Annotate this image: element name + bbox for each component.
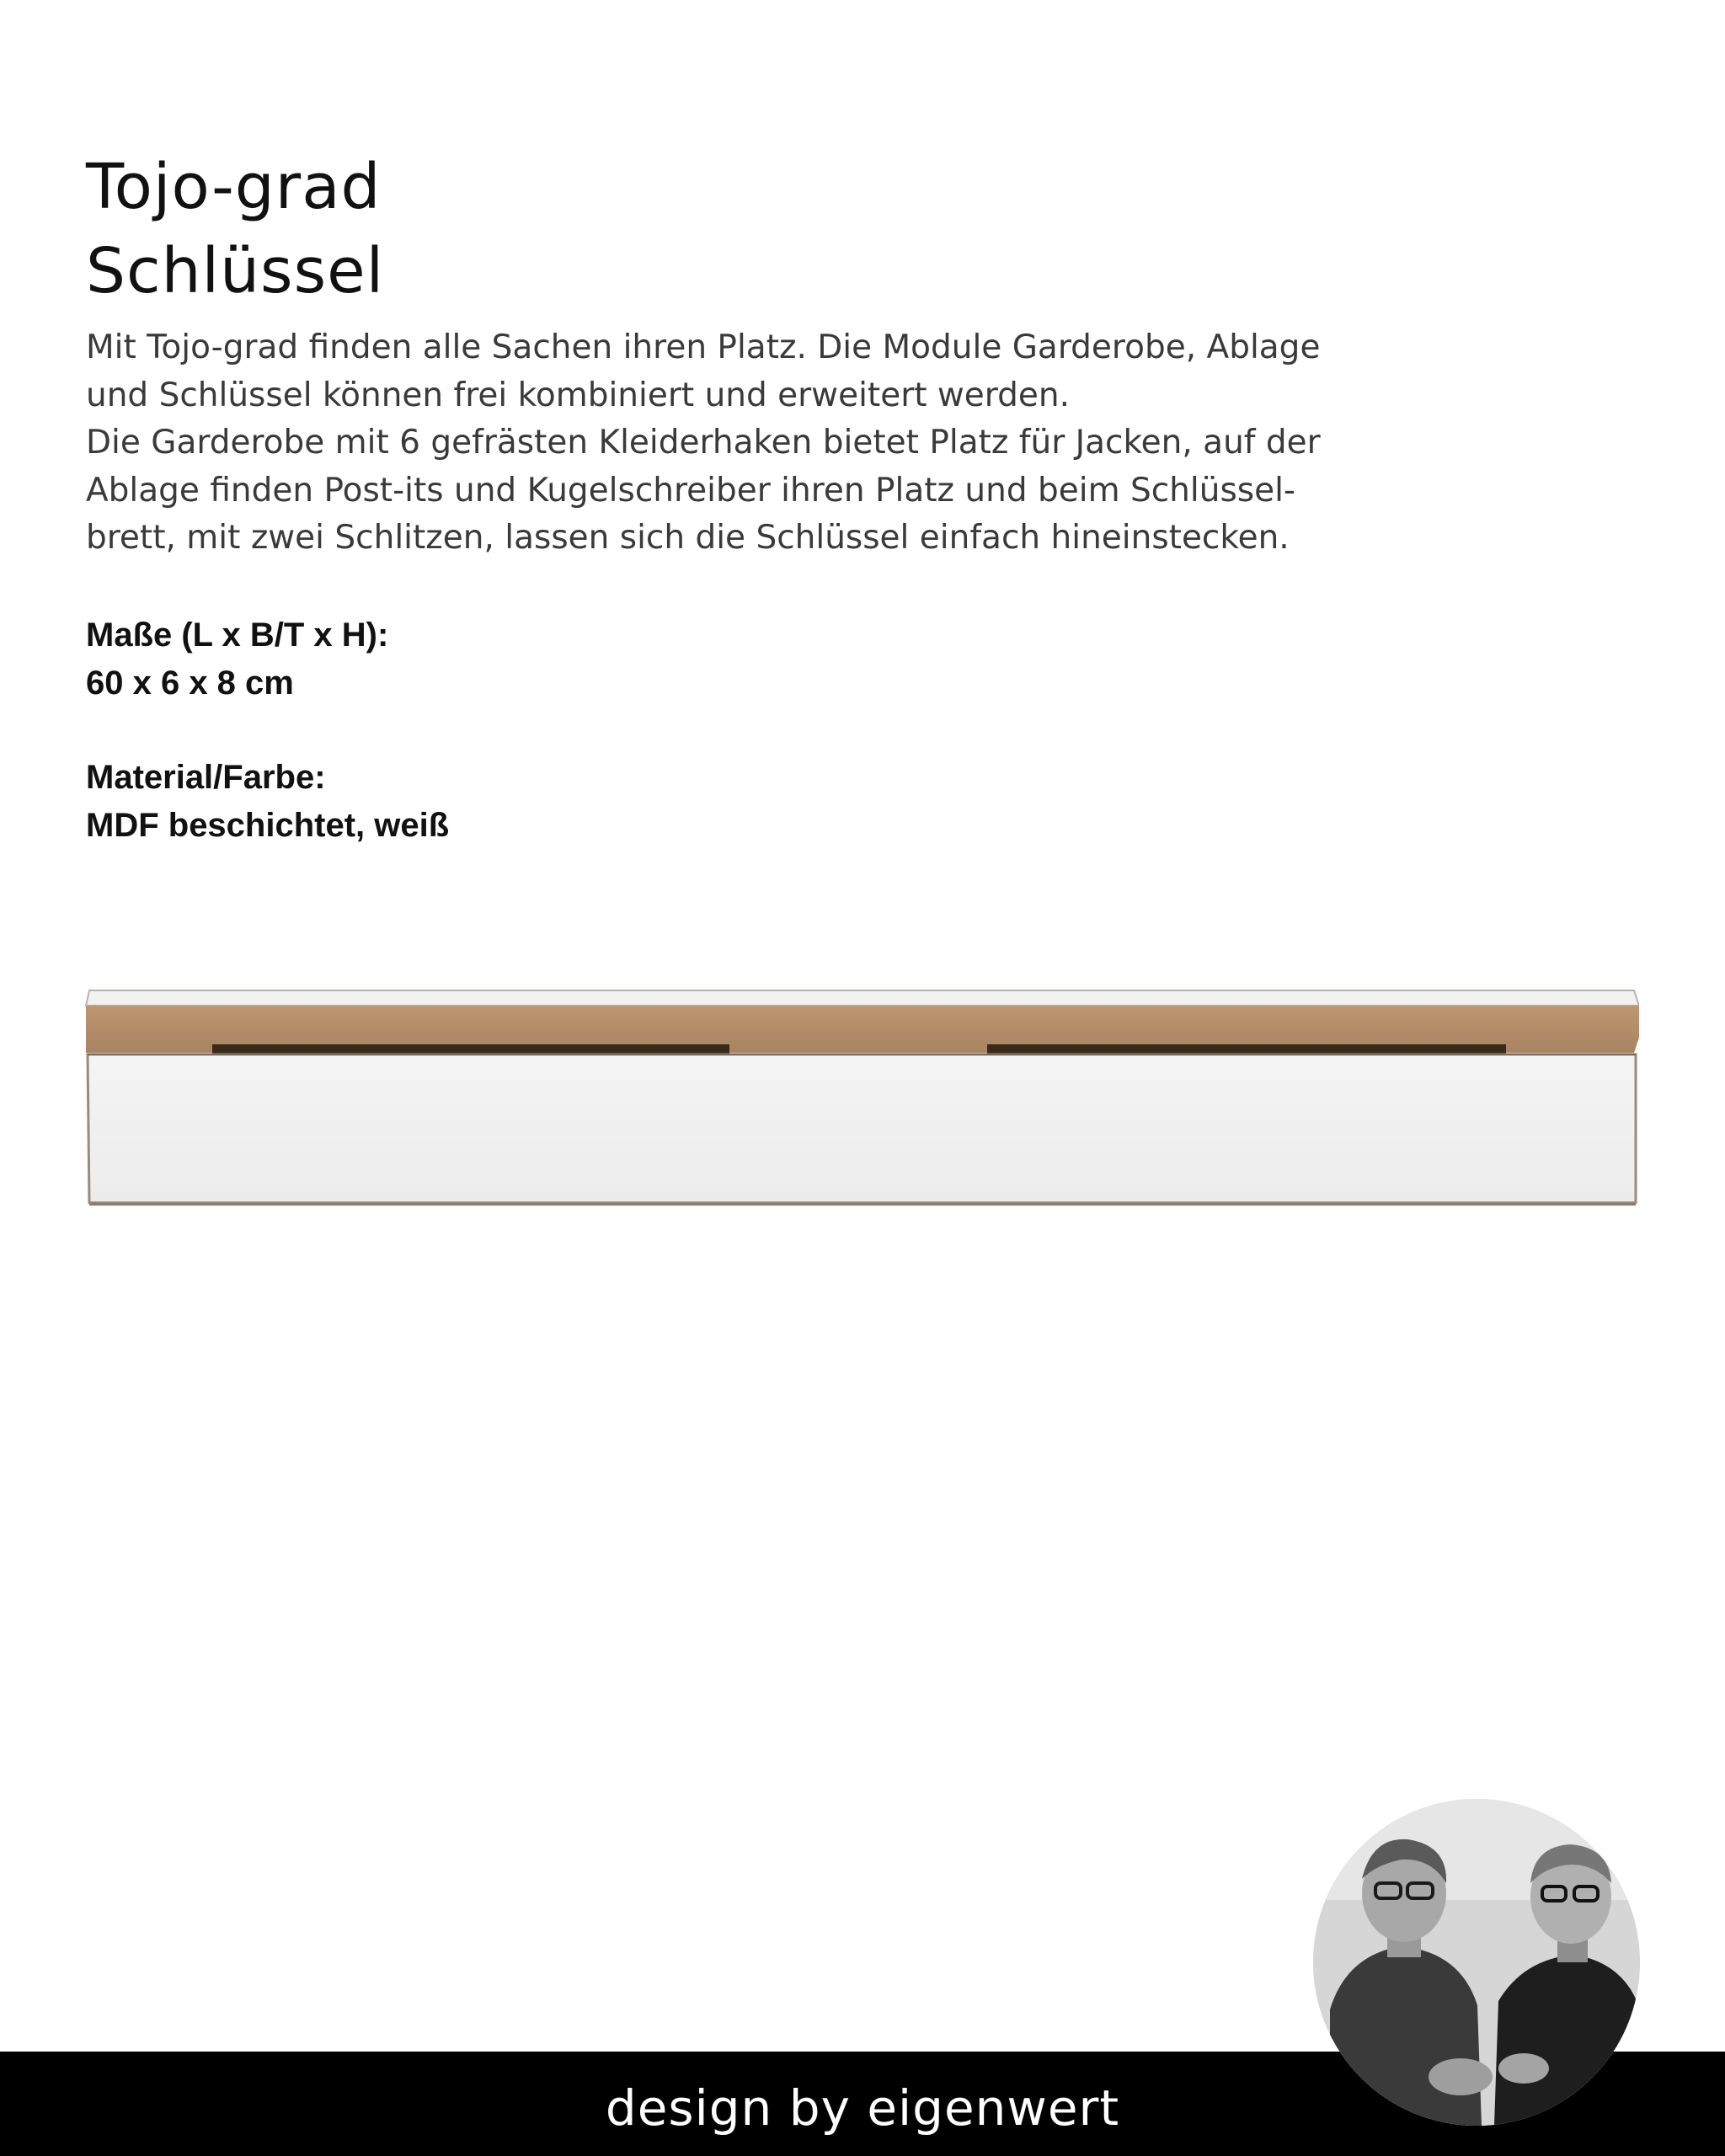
key-slot — [987, 1044, 1506, 1054]
description-line: und Schlüssel können frei kombiniert und erweitert werden. — [86, 376, 1071, 414]
board-front-face — [88, 1054, 1636, 1203]
dimensions-label: Maße (L x B/T x H): — [86, 616, 389, 654]
description-line: Mit Tojo-grad finden alle Sachen ihren Platz. Die Module Garderobe, Ablage — [86, 328, 1321, 366]
key-slot — [212, 1044, 729, 1054]
board-top-edge — [86, 990, 1639, 1006]
material-label: Material/Farbe: — [86, 759, 326, 796]
product-image — [84, 987, 1639, 1210]
material-value: MDF beschichtet, weiß — [86, 807, 450, 844]
product-title-line-1: Tojo-grad — [86, 151, 382, 223]
designer-portrait — [1313, 1799, 1640, 2126]
dimensions-value: 60 x 6 x 8 cm — [86, 664, 294, 702]
dimensions-spec — [86, 611, 388, 707]
description-line: Ablage finden Post-its und Kugelschreiber ihren Platz und beim Schlüssel- — [86, 471, 1295, 510]
product-title-line-2: Schlüssel — [86, 235, 385, 307]
product-title — [86, 145, 384, 313]
footer-tagline: design by eigenwert — [605, 2079, 1120, 2137]
description-line: brett, mit zwei Schlitzen, lassen sich die Schlüssel einfach hineinstecken. — [86, 519, 1290, 557]
product-description — [86, 324, 1332, 563]
description-line: Die Garderobe mit 6 gefrästen Kleiderhaken bietet Platz für Jacken, auf der — [86, 424, 1321, 462]
key-board-illustration — [84, 987, 1639, 1210]
material-spec — [86, 754, 449, 850]
designer-portrait-photo — [1313, 1799, 1640, 2126]
